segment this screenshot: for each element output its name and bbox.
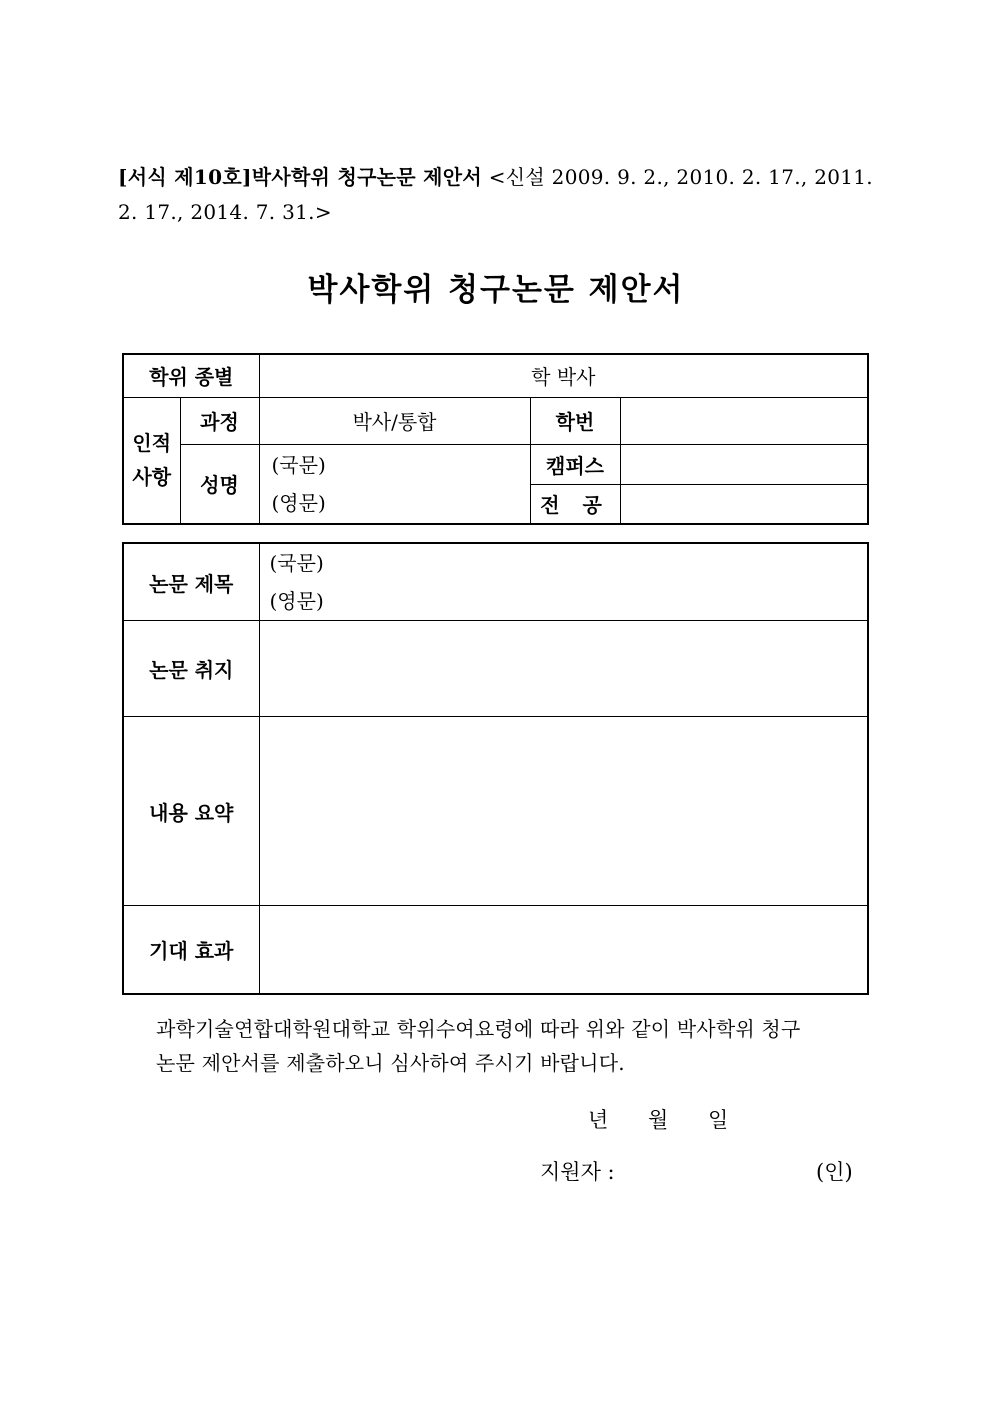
closing-statement — [156, 1012, 866, 1080]
thesis-title-field[interactable] — [259, 543, 868, 621]
personal-info-label — [123, 397, 180, 524]
personal-info-label-line2: 사항 — [132, 465, 172, 490]
major-field[interactable] — [620, 484, 868, 524]
thesis-title-english: (영문) — [269, 589, 324, 613]
name-label: 성명 — [180, 444, 259, 524]
campus-label: 캠퍼스 — [530, 444, 620, 484]
content-summary-field[interactable] — [259, 717, 868, 906]
name-field[interactable] — [259, 444, 530, 524]
revision-history: <신설 2009. 9. 2., 2010. 2. 17., 2011. — [488, 165, 873, 189]
expected-effect-field[interactable] — [259, 906, 868, 994]
form-number: [서식 제10호]박사학위 청구논문 제안서 — [118, 165, 483, 189]
content-summary-label: 내용 요약 — [123, 717, 259, 906]
campus-field[interactable] — [620, 444, 868, 484]
date-year: 년 — [588, 1108, 609, 1132]
expected-effect-label: 기대 효과 — [123, 906, 259, 994]
personal-info-label-line1: 인적 — [132, 431, 172, 456]
student-id-label: 학번 — [530, 397, 620, 444]
thesis-purpose-field[interactable] — [259, 621, 868, 717]
student-id-field[interactable] — [620, 397, 868, 444]
document-title: 박사학위 청구논문 제안서 — [307, 272, 685, 308]
degree-type-label: 학위 종별 — [123, 354, 259, 397]
applicant-info-table — [122, 353, 869, 525]
seal-mark: (인) — [816, 1160, 853, 1184]
name-english: (영문) — [271, 490, 326, 515]
closing-line-2: 논문 제안서를 제출하오니 심사하여 주시기 바랍니다. — [156, 1051, 625, 1075]
thesis-info-table — [122, 542, 869, 995]
thesis-title-label: 논문 제목 — [123, 543, 259, 621]
thesis-purpose-label: 논문 취지 — [123, 621, 259, 717]
revision-history-cont: 2. 17., 2014. 7. 31.> — [118, 200, 332, 224]
closing-line-1: 과학기술연합대학원대학교 학위수여요령에 따라 위와 같이 박사학위 청구 — [156, 1017, 801, 1041]
thesis-title-korean: (국문) — [269, 551, 324, 575]
name-korean: (국문) — [271, 452, 326, 477]
date-day: 일 — [708, 1108, 729, 1132]
applicant-label: 지원자 : — [540, 1160, 615, 1184]
degree-type-field[interactable]: 학 박사 — [259, 354, 868, 397]
course-label: 과정 — [180, 397, 259, 444]
major-label: 전 공 — [530, 484, 620, 524]
form-header — [118, 160, 878, 230]
date-month: 월 — [648, 1108, 669, 1132]
course-field[interactable]: 박사/통합 — [259, 397, 530, 444]
